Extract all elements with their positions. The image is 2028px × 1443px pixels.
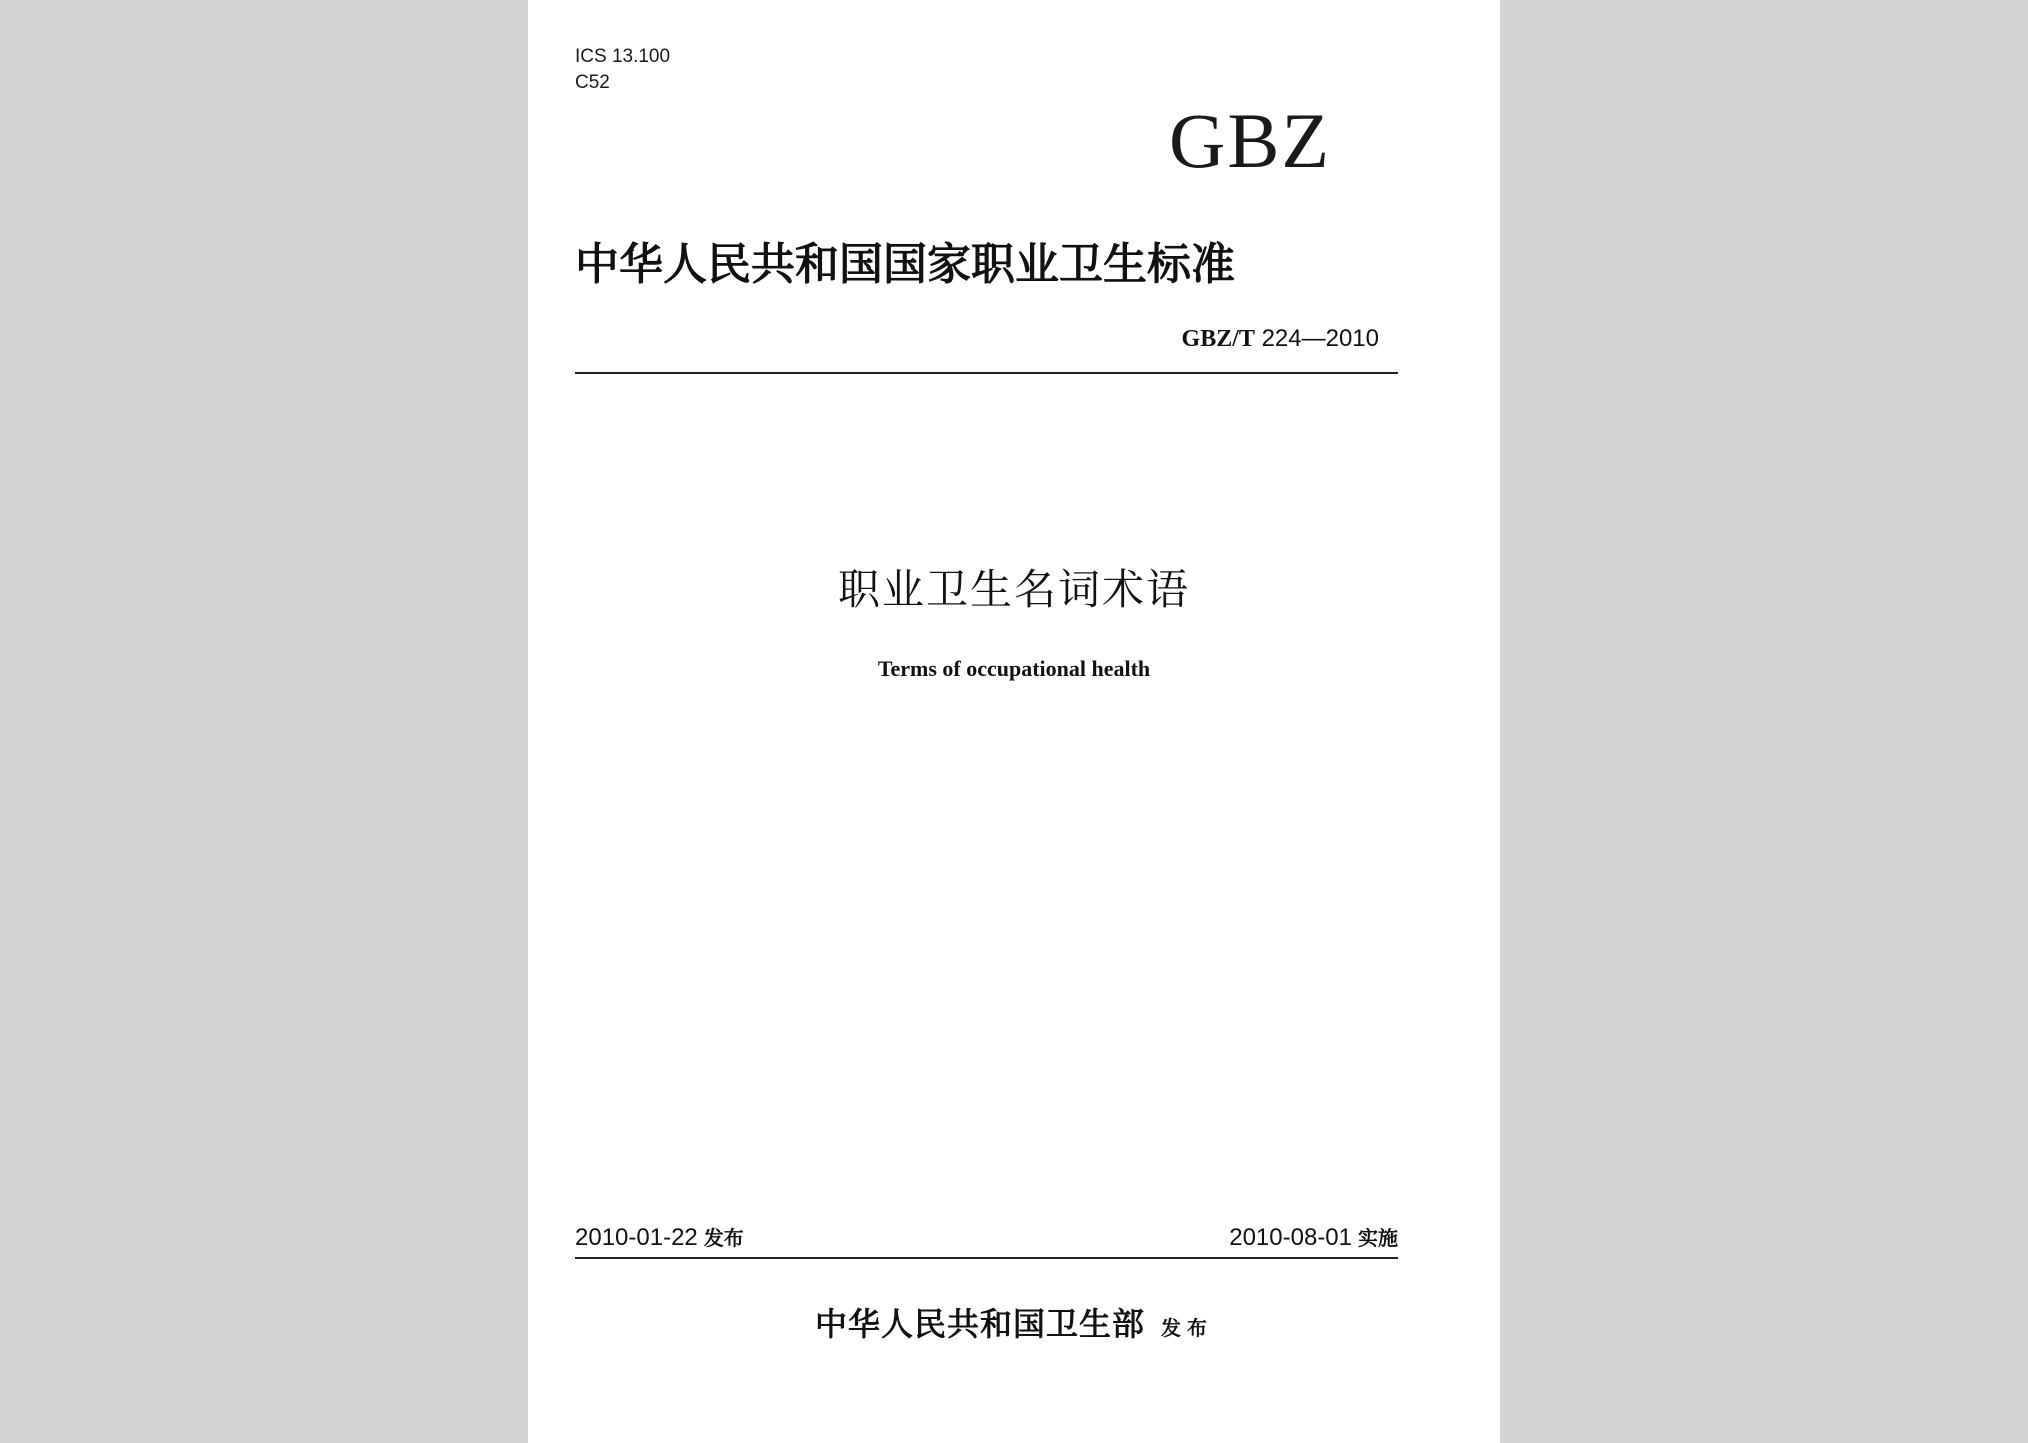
header-divider bbox=[575, 372, 1398, 374]
standard-title: 中华人民共和国国家职业卫生标准 bbox=[575, 239, 1235, 290]
implement-label: 实施 bbox=[1358, 1226, 1398, 1250]
standard-cover-page bbox=[528, 0, 1500, 1443]
publisher-action: 发布 bbox=[1161, 1316, 1213, 1340]
issue-date-block bbox=[575, 1222, 744, 1254]
standard-number-value: 224—2010 bbox=[1261, 325, 1379, 352]
gbz-logo: GBZ bbox=[1169, 97, 1331, 184]
publisher-name: 中华人民共和国卫生部 bbox=[814, 1305, 1145, 1343]
implement-date: 2010-08-01 bbox=[1229, 1224, 1352, 1251]
issue-label: 发布 bbox=[703, 1226, 744, 1250]
document-title-en: Terms of occupational health bbox=[877, 656, 1151, 681]
ccs-code: C52 bbox=[575, 72, 610, 93]
standard-number-prefix: GBZ/T bbox=[1181, 326, 1255, 352]
date-row bbox=[575, 1222, 1398, 1254]
implement-date-block bbox=[1229, 1222, 1398, 1254]
publisher-row bbox=[528, 1302, 1500, 1350]
footer-divider bbox=[575, 1257, 1398, 1259]
ics-code: ICS 13.100 bbox=[575, 46, 671, 67]
classification-codes bbox=[575, 44, 670, 96]
standard-number bbox=[1182, 324, 1379, 354]
document-title-cn: 职业卫生名词术语 bbox=[837, 565, 1190, 614]
issue-date: 2010-01-22 bbox=[575, 1224, 698, 1251]
